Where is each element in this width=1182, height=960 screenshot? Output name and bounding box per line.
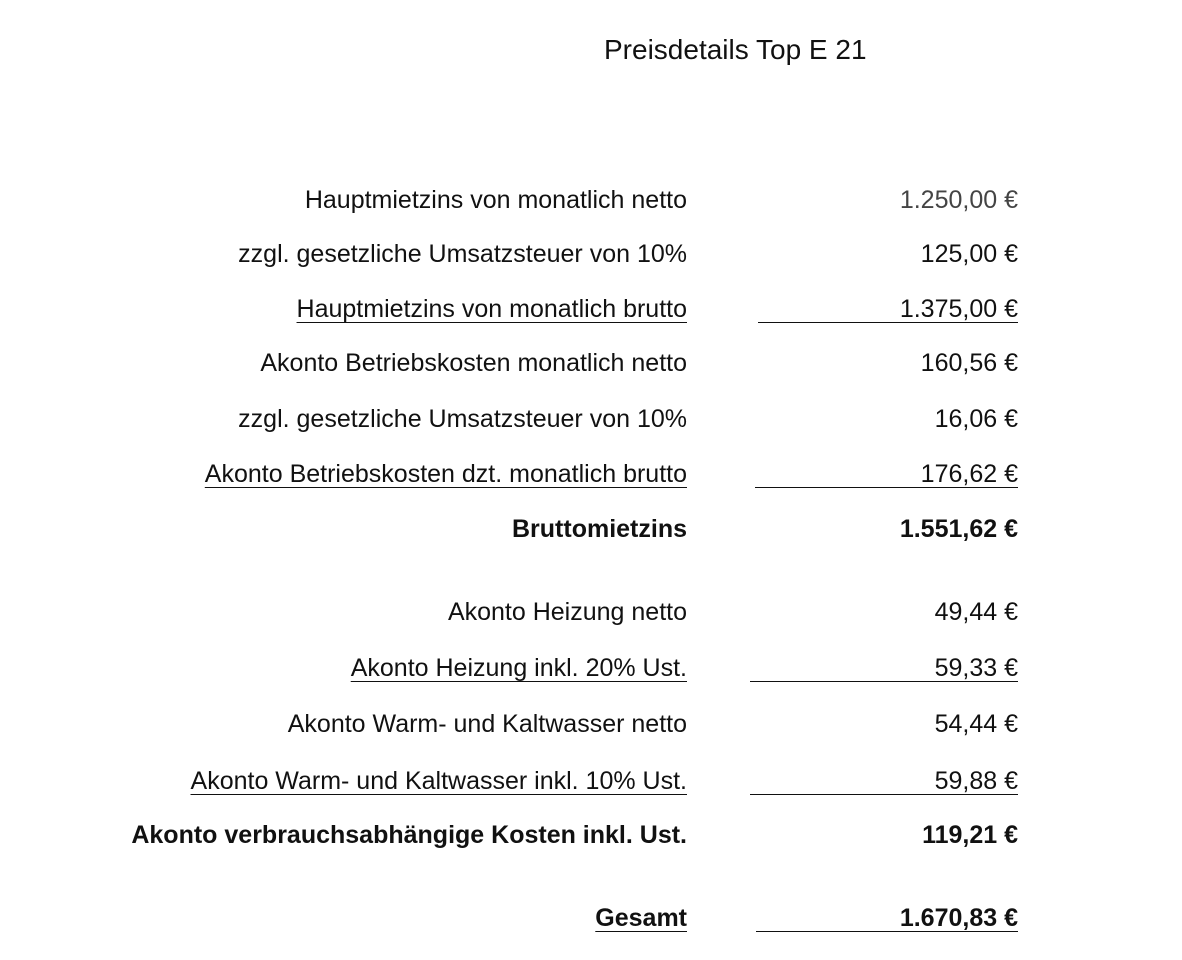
row-hauptmietzins-brutto bbox=[0, 289, 1182, 329]
row-value: 1.551,62 € bbox=[899, 515, 1018, 543]
row-value: 54,44 € bbox=[934, 710, 1018, 738]
row-heizung-inkl-ust bbox=[0, 648, 1182, 688]
row-value: 1.250,00 € bbox=[899, 186, 1018, 214]
row-value: 125,00 € bbox=[920, 240, 1018, 268]
row-bruttomietzins bbox=[0, 509, 1182, 549]
row-gesamt bbox=[0, 898, 1182, 938]
row-label: Akonto verbrauchsabhängige Kosten inkl. Ust. bbox=[131, 821, 687, 849]
row-ust-hauptmietzins bbox=[0, 234, 1182, 274]
row-value: 119,21 € bbox=[922, 821, 1018, 849]
row-value: 1.670,83 € bbox=[899, 904, 1018, 932]
row-betriebskosten-netto bbox=[0, 343, 1182, 383]
row-label: Hauptmietzins von monatlich netto bbox=[304, 186, 687, 214]
row-verbrauchskosten bbox=[0, 815, 1182, 855]
row-heizung-netto bbox=[0, 592, 1182, 632]
row-label: zzgl. gesetzliche Umsatzsteuer von 10% bbox=[238, 405, 687, 433]
row-betriebskosten-brutto bbox=[0, 454, 1182, 494]
row-value: 59,88 € bbox=[934, 767, 1018, 795]
row-label: Akonto Heizung inkl. 20% Ust. bbox=[350, 654, 687, 682]
row-wasser-inkl-ust bbox=[0, 761, 1182, 801]
row-label: Akonto Betriebskosten dzt. monatlich brutto bbox=[204, 460, 687, 488]
row-label: zzgl. gesetzliche Umsatzsteuer von 10% bbox=[238, 240, 687, 268]
row-value: 176,62 € bbox=[920, 460, 1018, 488]
row-wasser-netto bbox=[0, 704, 1182, 744]
row-label: Akonto Warm- und Kaltwasser inkl. 10% Ust. bbox=[190, 767, 687, 795]
row-label: Akonto Betriebskosten monatlich netto bbox=[260, 349, 687, 377]
row-label: Gesamt bbox=[595, 904, 687, 932]
row-hauptmietzins-netto bbox=[0, 180, 1182, 220]
row-value: 16,06 € bbox=[934, 405, 1018, 433]
row-value: 1.375,00 € bbox=[899, 295, 1018, 323]
row-value: 49,44 € bbox=[934, 598, 1018, 626]
row-label: Hauptmietzins von monatlich brutto bbox=[296, 295, 687, 323]
page-title: Preisdetails Top E 21 bbox=[604, 34, 867, 65]
row-value: 59,33 € bbox=[934, 654, 1018, 682]
row-label: Bruttomietzins bbox=[512, 515, 687, 543]
row-label: Akonto Heizung netto bbox=[447, 598, 687, 626]
row-ust-betriebskosten bbox=[0, 399, 1182, 439]
row-label: Akonto Warm- und Kaltwasser netto bbox=[287, 710, 687, 738]
row-value: 160,56 € bbox=[920, 349, 1018, 377]
